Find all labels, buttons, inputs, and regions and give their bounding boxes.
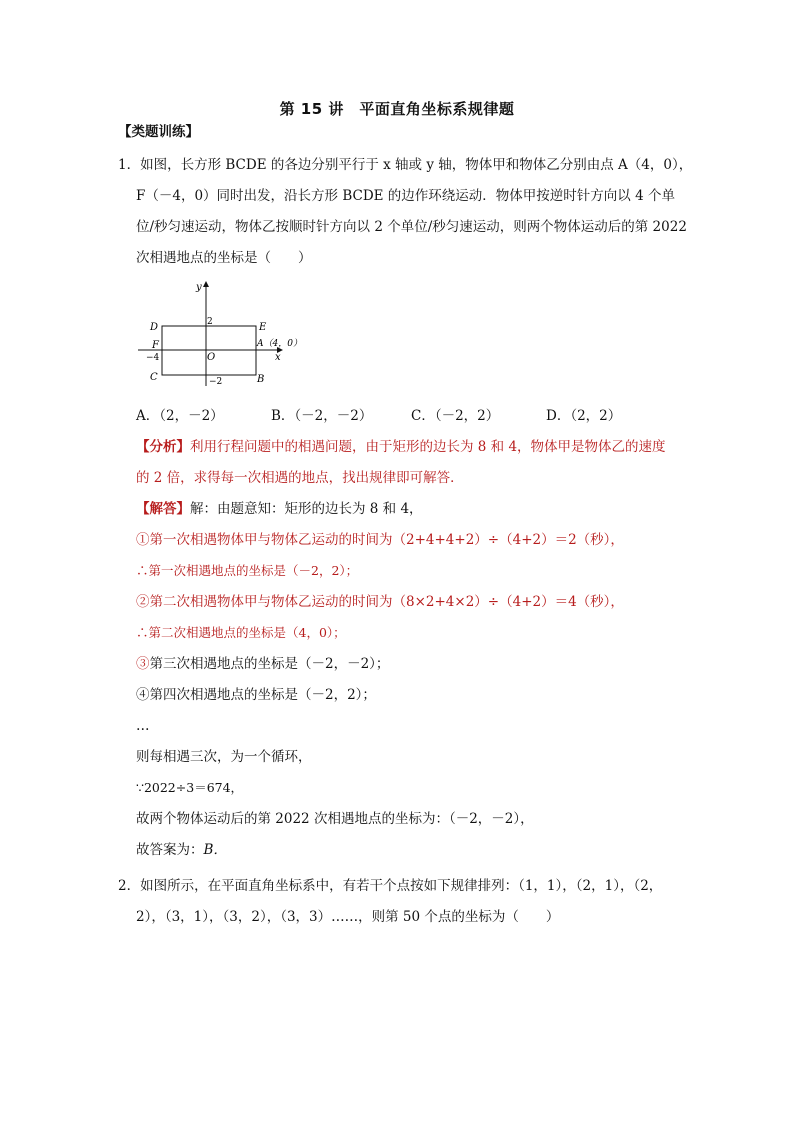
analysis-text-1: 利用行程问题中的相遇问题，由于矩形的边长为 8 和 4，物体甲是物体乙的速度 <box>190 439 666 455</box>
rectangle-diagram <box>136 278 302 388</box>
tick-label-2: 2 <box>207 317 213 327</box>
point-label-c: C <box>150 372 158 383</box>
answer-intro: 解：由题意知：矩形的边长为 8 和 4， <box>190 501 423 517</box>
q1-line-2: F（－4，0）同时出发，沿长方形 BCDE 的边作环绕运动．物体甲按逆时针方向以 4 个单 <box>136 188 675 204</box>
q2-line-1: 2．如图所示，在平面直角坐标系中，有若干个点按如下规律排列：（1，1），（2，1），（2， <box>118 878 663 894</box>
point-label-e: E <box>259 322 267 333</box>
axis-label-x: x <box>275 352 281 363</box>
analysis-label: 【分析】 <box>136 439 190 455</box>
answer-label: 【解答】 <box>136 501 190 517</box>
step-5 <box>136 655 389 673</box>
option-b: B．（－2，－2） <box>271 408 373 424</box>
step-cycle: 则每相遇三次，为一个循环， <box>136 749 312 765</box>
step-conclusion: 故两个物体运动后的第 2022 次相遇地点的坐标为：（－2，－2）， <box>136 811 534 827</box>
analysis-line-1 <box>136 438 666 456</box>
page-title: 第 15 讲 平面直角坐标系规律题 <box>279 100 515 118</box>
option-c: C．（－2，2） <box>411 408 500 424</box>
section-label: 【类题训练】 <box>118 124 199 140</box>
step-5-marker: ③ <box>136 656 150 672</box>
step-5-text: 第三次相遇地点的坐标是（－2，－2）； <box>149 656 390 672</box>
option-d: D．（2，2） <box>546 408 622 424</box>
answer-line <box>136 500 423 518</box>
step-3: ②第二次相遇物体甲与物体乙运动的时间为（8×2+4×2）÷（4+2）＝4（秒）， <box>136 594 624 610</box>
point-label-f: F <box>152 340 159 351</box>
step-division: ∵2022÷3＝674， <box>136 780 244 795</box>
tick-label-neg4: −4 <box>146 353 160 363</box>
step-2: ∴第一次相遇地点的坐标是（－2，2）； <box>136 563 359 578</box>
step-4: ∴第二次相遇地点的坐标是（4，0）； <box>136 625 346 640</box>
q1-line-1: 1．如图，长方形 BCDE 的各边分别平行于 x 轴或 y 轴，物体甲和物体乙分别由点 A（4，0）， <box>118 157 693 173</box>
option-a: A．（2，－2） <box>136 408 224 424</box>
step-ellipsis: … <box>136 718 150 734</box>
q1-line-4: 次相遇地点的坐标是（ ） <box>136 250 312 266</box>
point-label-d: D <box>150 322 159 333</box>
q2-line-2: 2），（3，1），（3，2），（3，3）……，则第 50 个点的坐标为（ ） <box>136 909 560 925</box>
point-label-b: B <box>257 374 265 385</box>
analysis-line-2: 的 2 倍，求得每一次相遇的地点，找出规律即可解答． <box>136 470 464 486</box>
tick-label-neg2: −2 <box>209 377 223 387</box>
point-label-a: A（4，0） <box>257 339 302 349</box>
final-prefix: 故答案为： <box>136 842 204 858</box>
origin-label: O <box>207 352 216 363</box>
final-answer: B． <box>203 842 227 858</box>
step-1 <box>136 531 624 549</box>
final-answer-line <box>136 841 227 859</box>
axis-label-y: y <box>196 282 202 293</box>
step-6: ④第四次相遇地点的坐标是（－2，2）； <box>136 687 376 703</box>
q1-line-3: 位/秒匀速运动，物体乙按顺时针方向以 2 个单位/秒匀速运动，则两个物体运动后的第 2022 <box>136 219 687 235</box>
step-1-text: ①第一次相遇物体甲与物体乙运动的时间为（2+4+4+2）÷（4+2）＝2（秒）， <box>136 532 624 548</box>
